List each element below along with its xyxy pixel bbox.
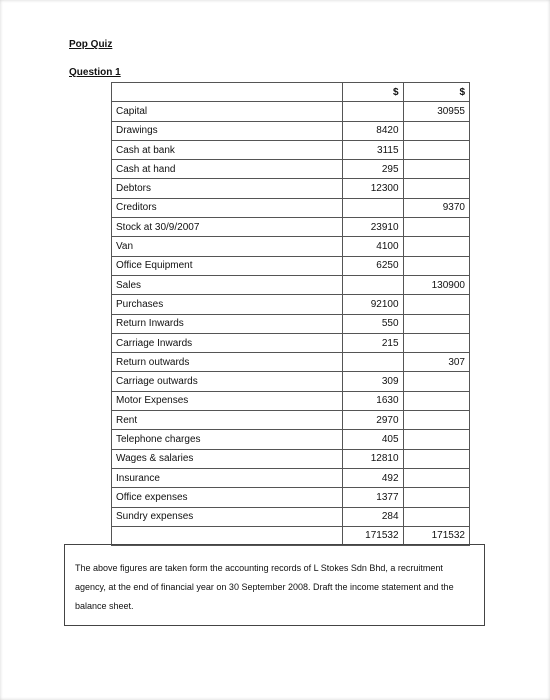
debit-cell: 284: [342, 507, 403, 526]
credit-cell: [403, 256, 469, 275]
header-account-cell: [112, 83, 343, 102]
credit-cell: [403, 507, 469, 526]
account-cell: Office Equipment: [112, 256, 343, 275]
table-row: [112, 275, 470, 294]
credit-cell: [403, 160, 469, 179]
table-row: [112, 256, 470, 275]
totals-label-cell: [112, 526, 343, 545]
credit-cell: [403, 449, 469, 468]
credit-cell: [403, 179, 469, 198]
credit-cell: [403, 295, 469, 314]
account-cell: Capital: [112, 102, 343, 121]
account-cell: Sales: [112, 275, 343, 294]
credit-cell: 307: [403, 353, 469, 372]
account-cell: Return outwards: [112, 353, 343, 372]
debit-cell: 405: [342, 430, 403, 449]
debit-cell: 492: [342, 468, 403, 487]
account-cell: Drawings: [112, 121, 343, 140]
table-row: [112, 121, 470, 140]
table-row: [112, 391, 470, 410]
table-row: [112, 218, 470, 237]
total-credit-cell: 171532: [403, 526, 469, 545]
debit-cell: 309: [342, 372, 403, 391]
table-row: [112, 179, 470, 198]
debit-cell: [342, 353, 403, 372]
credit-cell: [403, 430, 469, 449]
table-row: [112, 468, 470, 487]
table-row: [112, 488, 470, 507]
account-cell: Sundry expenses: [112, 507, 343, 526]
debit-cell: 6250: [342, 256, 403, 275]
credit-cell: [403, 218, 469, 237]
debit-cell: 4100: [342, 237, 403, 256]
debit-cell: 1630: [342, 391, 403, 410]
credit-cell: 130900: [403, 275, 469, 294]
table-row: [112, 140, 470, 159]
account-cell: Van: [112, 237, 343, 256]
debit-cell: 12810: [342, 449, 403, 468]
account-cell: Rent: [112, 411, 343, 430]
credit-cell: [403, 488, 469, 507]
debit-cell: 3115: [342, 140, 403, 159]
table-row: [112, 198, 470, 217]
table-row: [112, 237, 470, 256]
question-heading: Question 1: [69, 67, 121, 78]
account-cell: Return Inwards: [112, 314, 343, 333]
credit-cell: [403, 314, 469, 333]
account-cell: Carriage Inwards: [112, 333, 343, 352]
table-header-row: [112, 83, 470, 102]
table-row: [112, 372, 470, 391]
credit-cell: [403, 140, 469, 159]
debit-cell: [342, 198, 403, 217]
account-cell: Wages & salaries: [112, 449, 343, 468]
account-cell: Office expenses: [112, 488, 343, 507]
table-row: [112, 333, 470, 352]
account-cell: Purchases: [112, 295, 343, 314]
credit-cell: 30955: [403, 102, 469, 121]
credit-cell: [403, 121, 469, 140]
credit-cell: [403, 411, 469, 430]
instruction-box: [64, 544, 485, 626]
credit-cell: [403, 391, 469, 410]
debit-cell: [342, 102, 403, 121]
debit-cell: 2970: [342, 411, 403, 430]
debit-cell: 92100: [342, 295, 403, 314]
credit-cell: 9370: [403, 198, 469, 217]
debit-cell: 23910: [342, 218, 403, 237]
credit-cell: [403, 468, 469, 487]
debit-cell: 1377: [342, 488, 403, 507]
account-cell: Cash at bank: [112, 140, 343, 159]
credit-cell: [403, 372, 469, 391]
account-cell: Motor Expenses: [112, 391, 343, 410]
debit-cell: 12300: [342, 179, 403, 198]
debit-cell: 550: [342, 314, 403, 333]
table-row: [112, 449, 470, 468]
table-row: [112, 314, 470, 333]
header-credit-cell: $: [403, 83, 469, 102]
instruction-text: The above figures are taken form the accounting records of L Stokes Sdn Bhd, a recruitment agency, at the end of financial year on 30 September 2008. Draft the income statement and the balance sheet.: [75, 563, 454, 611]
debit-cell: 8420: [342, 121, 403, 140]
account-cell: Stock at 30/9/2007: [112, 218, 343, 237]
debit-cell: 215: [342, 333, 403, 352]
account-cell: Telephone charges: [112, 430, 343, 449]
header-debit-cell: $: [342, 83, 403, 102]
table-row: [112, 507, 470, 526]
credit-cell: [403, 333, 469, 352]
credit-cell: [403, 237, 469, 256]
table-row: [112, 102, 470, 121]
debit-cell: [342, 275, 403, 294]
table-row: [112, 160, 470, 179]
trial-balance-table: [111, 82, 470, 546]
table-row: [112, 411, 470, 430]
account-cell: Creditors: [112, 198, 343, 217]
page-title: Pop Quiz: [69, 39, 113, 50]
totals-row: [112, 526, 470, 545]
table-row: [112, 295, 470, 314]
debit-cell: 295: [342, 160, 403, 179]
account-cell: Debtors: [112, 179, 343, 198]
table-row: [112, 430, 470, 449]
account-cell: Carriage outwards: [112, 372, 343, 391]
account-cell: Insurance: [112, 468, 343, 487]
table-row: [112, 353, 470, 372]
account-cell: Cash at hand: [112, 160, 343, 179]
total-debit-cell: 171532: [342, 526, 403, 545]
